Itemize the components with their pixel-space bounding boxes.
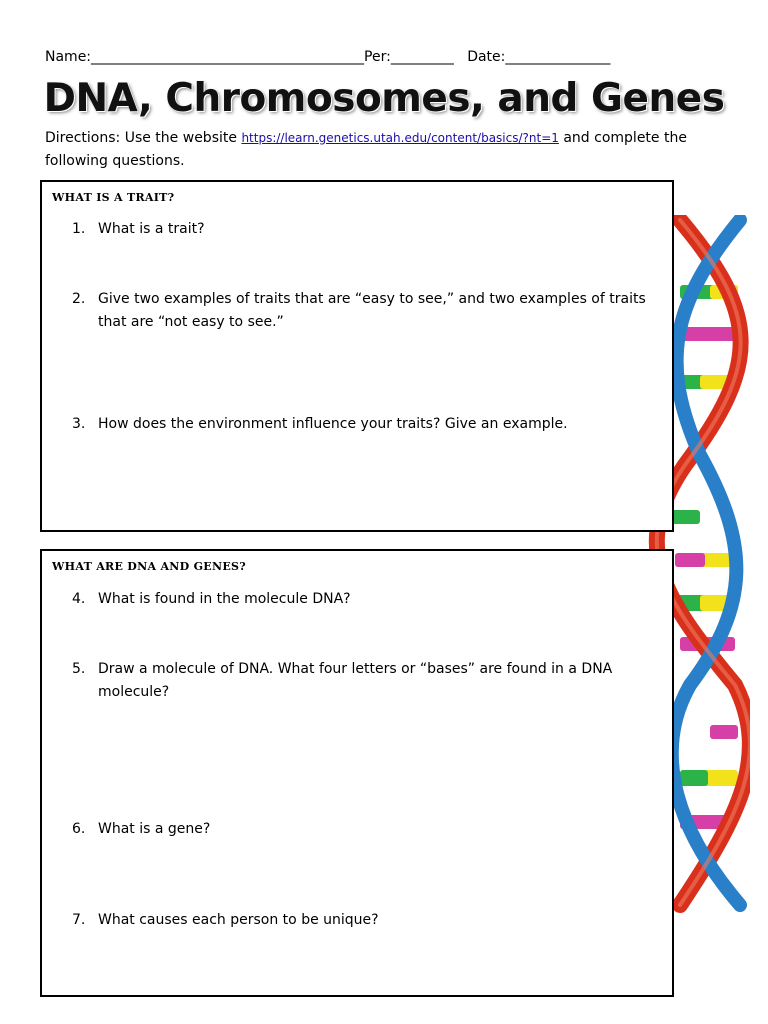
directions-text-start: Directions: Use the website — [45, 130, 242, 146]
helix-rung — [675, 553, 705, 567]
name-label: Name: — [45, 49, 92, 65]
helix-rung — [710, 725, 738, 739]
question-number: 5. — [72, 661, 86, 677]
helix-rung — [680, 327, 738, 341]
question-7 — [72, 909, 652, 932]
section-heading: WHAT ARE DNA AND GENES? — [52, 560, 247, 573]
question-number: 4. — [72, 591, 86, 607]
section-heading: WHAT IS A TRAIT? — [52, 191, 175, 204]
question-2 — [72, 288, 652, 334]
question-text: What is found in the molecule DNA? — [98, 591, 351, 607]
directions — [45, 127, 705, 173]
question-number: 6. — [72, 821, 86, 837]
section-what-is-a-trait — [40, 180, 674, 532]
date-label: Date: — [467, 49, 506, 65]
section-what-are-dna-and-genes — [40, 549, 674, 997]
header-line — [45, 48, 725, 66]
question-text: What is a trait? — [98, 221, 205, 237]
question-number: 1. — [72, 221, 86, 237]
question-number: 2. — [72, 291, 86, 307]
question-number: 7. — [72, 912, 86, 928]
question-1 — [72, 218, 652, 241]
question-number: 3. — [72, 416, 86, 432]
per-label: Per: — [364, 49, 391, 65]
helix-rung — [670, 510, 700, 524]
helix-rung — [680, 770, 708, 786]
question-4 — [72, 588, 652, 611]
per-blank[interactable]: _________ — [390, 49, 454, 65]
date-blank[interactable]: _______________ — [505, 49, 611, 65]
question-text: Give two examples of traits that are “easy to see,” and two examples of traits that are “not easy to see.” — [98, 291, 646, 330]
question-3 — [72, 413, 652, 436]
website-link[interactable]: https://learn.genetics.utah.edu/content/basics/?nt=1 — [241, 131, 559, 145]
question-text: What causes each person to be unique? — [98, 912, 379, 928]
question-text: What is a gene? — [98, 821, 211, 837]
question-text: Draw a molecule of DNA. What four letters or “bases” are found in a DNA molecule? — [98, 661, 613, 700]
question-text: How does the environment influence your traits? Give an example. — [98, 416, 568, 432]
question-6 — [72, 818, 652, 841]
page-title: DNA, Chromosomes, and Genes — [43, 76, 725, 121]
directions-text-end: and complete the following questions. — [45, 130, 687, 169]
question-5 — [72, 658, 652, 704]
name-blank[interactable]: _______________________________________ — [91, 49, 365, 65]
